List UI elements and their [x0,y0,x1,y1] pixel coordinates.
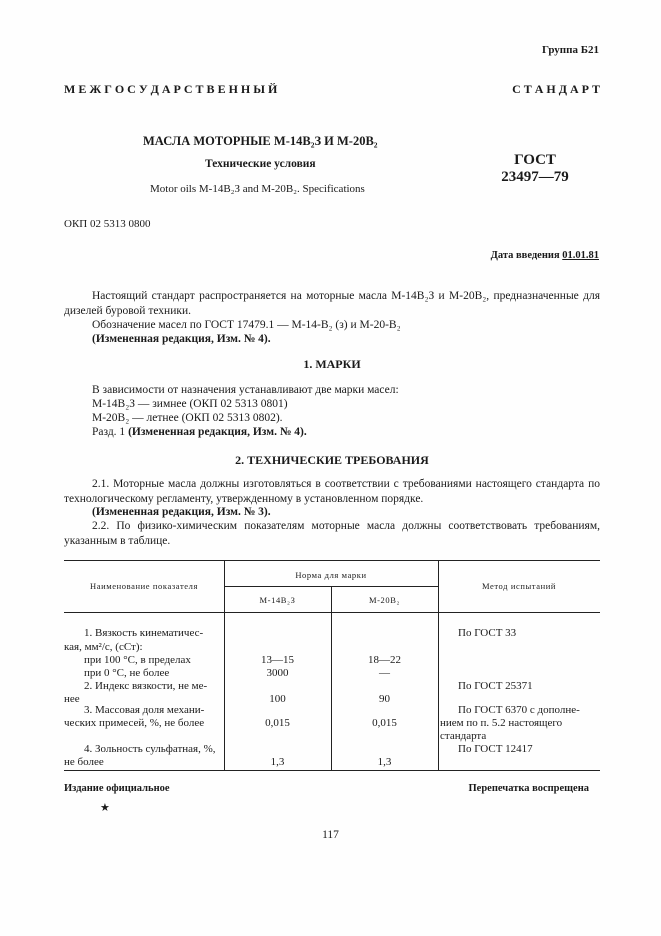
table-cell-m14: 1,3 [270,756,285,768]
table-cell-m14: 100 [269,693,286,705]
okp-code: ОКП 02 5313 0800 [64,218,151,230]
table-cell-method: По ГОСТ 6370 с дополне- [458,704,580,716]
table-cell-name: нее [64,693,80,705]
section-1-line: В зависимости от назначения устанавливают две марки масел: [92,384,399,396]
table-cell-name: кая, мм²/с, (сСт): [64,641,143,653]
table-cell-method: По ГОСТ 12417 [458,743,533,755]
table-rule-top [64,560,600,561]
clause-2-1-amendment: (Измененная редакция, Изм. № 3). [92,506,271,518]
table-cell-m20: — [379,667,390,679]
intro-date [491,250,599,261]
banner-word-standard: С Т А Н Д А Р Т [512,82,600,96]
group-label: Группа Б21 [542,44,599,56]
section-1-amendment-prefix: Разд. 1 [92,426,126,438]
star-icon: ★ [100,802,110,814]
table-header-norm: Норма для марки [295,570,367,580]
section-2-heading: 2. ТЕХНИЧЕСКИЕ ТРЕБОВАНИЯ [235,453,429,467]
table-cell-m20: 0,015 [372,717,397,729]
intro-paragraph: Настоящий стандарт распространяется на моторные масла М-14В₂З и М-20В₂, предназначенные для дизелей буровой техники. [64,290,600,317]
gost-designation [490,152,580,186]
section-1-line: М-14В₂З — зимнее (ОКП 02 5313 0801) [92,398,288,410]
table-header-method: Метод испытаний [481,581,557,591]
gost-number: 23497—79 [501,169,569,185]
clause-2-2: 2.2. По физико-химическим показателям моторные масла должны соответствовать требованиям, указанным в таблице. [64,520,600,547]
section-1-heading: 1. МАРКИ [303,357,361,371]
official-edition-label: Издание официальное [64,783,170,794]
intro-date-value: 01.01.81 [562,250,599,261]
table-cell-method: По ГОСТ 33 [458,627,517,639]
table-header-m14: М-14В₂З [259,595,296,605]
table-cell-method: нием по п. 5.2 настоящего [440,717,563,729]
page-number: 117 [322,829,339,841]
table-cell-m14: 3000 [266,667,289,679]
standard-banner [64,82,600,97]
table-cell-method: По ГОСТ 25371 [458,680,533,692]
intro-date-label: Дата введения [490,250,560,261]
table-cell-method: стандарта [440,730,487,742]
table-cell-name: 2. Индекс вязкости, не ме- [84,680,208,692]
gost-label: ГОСТ [514,152,556,168]
table-cell-m14: 0,015 [265,717,290,729]
section-1-line: М-20В₂ — летнее (ОКП 02 5313 0802). [92,412,283,424]
table-cell-name: при 0 °С, не более [84,667,170,679]
table-rule-bottom [64,770,600,771]
table-cell-name: при 100 °С, в пределах [84,654,191,666]
table-header-m20: М-20В₂ [368,595,401,605]
table-cell-name: ческих примесей, %, не более [64,717,205,729]
reprint-prohibited-label: Перепечатка воспрещена [468,783,589,794]
table-cell-m20: 18—22 [368,654,401,666]
table-cell-m20: 1,3 [377,756,392,768]
table-cell-name: 1. Вязкость кинематичес- [84,627,204,639]
table-cell-name: не более [64,756,104,768]
table-rule-header-bottom [64,612,600,613]
table-header-indicator: Наименование показателя [89,581,198,591]
table-cell-m20: 90 [379,693,390,705]
table-cell-name: 3. Массовая доля механи- [84,704,205,716]
table-cell-m14: 13—15 [261,654,294,666]
amendment-note: (Измененная редакция, Изм. № 4). [92,333,271,345]
banner-word-interstate: М Е Ж Г О С У Д А Р С Т В Е Н Н Ы Й [64,82,278,96]
clause-2-1: 2.1. Моторные масла должны изготовляться в соответствии с требованиями настоящего стандарта по технологическому регламенту, утвержденному в установленном порядке. [64,478,600,505]
section-1-amendment [64,425,600,440]
document-title: МАСЛА МОТОРНЫЕ М-14В₂З И М-20В₂ [143,134,378,148]
document-subtitle: Технические условия [205,158,316,170]
document-title-english: Motor oils M-14B₂З and M-20B₂. Specifications [150,183,365,195]
designation-paragraph: Обозначение масел по ГОСТ 17479.1 — М-14-В₂ (з) и М-20-В₂ [92,319,401,331]
section-1-amendment-text: (Измененная редакция, Изм. № 4). [128,426,307,438]
table-cell-name: 4. Зольность сульфатная, %, [84,743,216,755]
